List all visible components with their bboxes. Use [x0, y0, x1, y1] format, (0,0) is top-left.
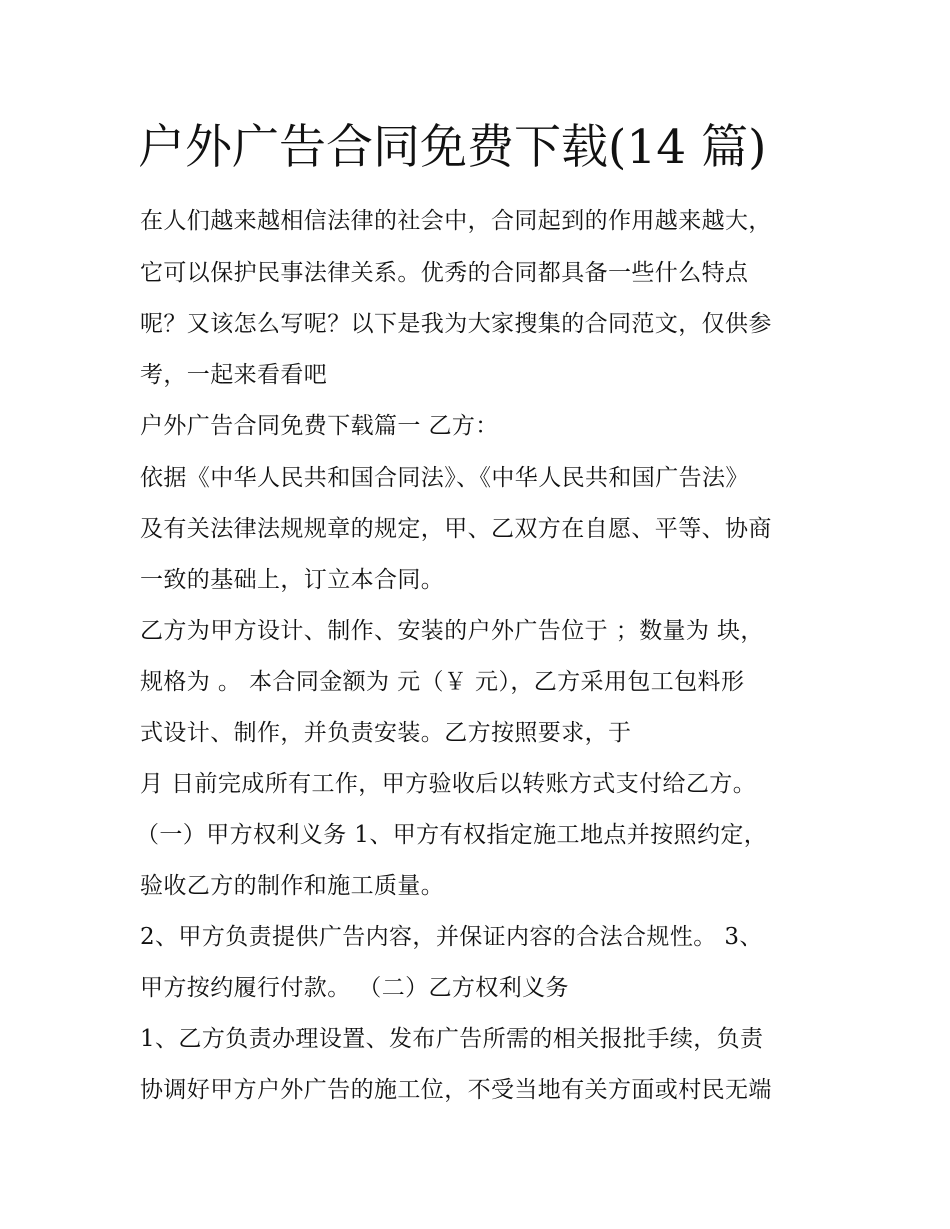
- body-line-9: 乙方为甲方设计、制作、安装的户外广告位于 ；数量为 块，: [140, 618, 764, 644]
- body-line-1: 在人们越来越相信法律的社会中，合同起到的作用越来越大，: [140, 208, 772, 234]
- body-line-8: 一致的基础上，订立本合同。: [140, 567, 445, 593]
- body-line-15: 2、甲方负责提供广告内容，并保证内容的合法合规性。 3、: [140, 924, 763, 950]
- body-line-10: 规格为 。 本合同金额为 元（￥ 元），乙方采用包工包料形: [140, 669, 745, 695]
- body-line-16: 甲方按约履行付款。 （二）乙方权利义务: [140, 975, 569, 1001]
- document-title: 户外广告合同免费下载(14 篇): [138, 120, 767, 175]
- body-line-13: （一）甲方权利义务 1、甲方有权指定施工地点并按照约定，: [136, 822, 768, 848]
- body-line-7: 及有关法律法规规章的规定，甲、乙双方在自愿、平等、协商: [140, 516, 772, 542]
- section-heading-1: 户外广告合同免费下载篇一 乙方：: [140, 413, 499, 439]
- body-line-4: 考，一起来看看吧: [140, 362, 328, 388]
- body-line-6: 依据《中华人民共和国合同法》、《中华人民共和国广告法》: [140, 465, 749, 491]
- body-line-2: 它可以保护民事法律关系。优秀的合同都具备一些什么特点: [140, 260, 749, 286]
- body-line-3: 呢？又该怎么写呢？以下是我为大家搜集的合同范文，仅供参: [140, 311, 772, 337]
- body-line-17: 1、乙方负责办理设置、发布广告所需的相关报批手续，负责: [140, 1026, 764, 1052]
- body-line-14: 验收乙方的制作和施工质量。: [140, 873, 445, 899]
- body-line-18: 协调好甲方户外广告的施工位，不受当地有关方面或村民无端: [140, 1077, 772, 1103]
- body-line-12: 月 日前完成所有工作，甲方验收后以转账方式支付给乙方。: [140, 771, 757, 797]
- body-line-11: 式设计、制作，并负责安装。乙方按照要求，于: [140, 720, 632, 746]
